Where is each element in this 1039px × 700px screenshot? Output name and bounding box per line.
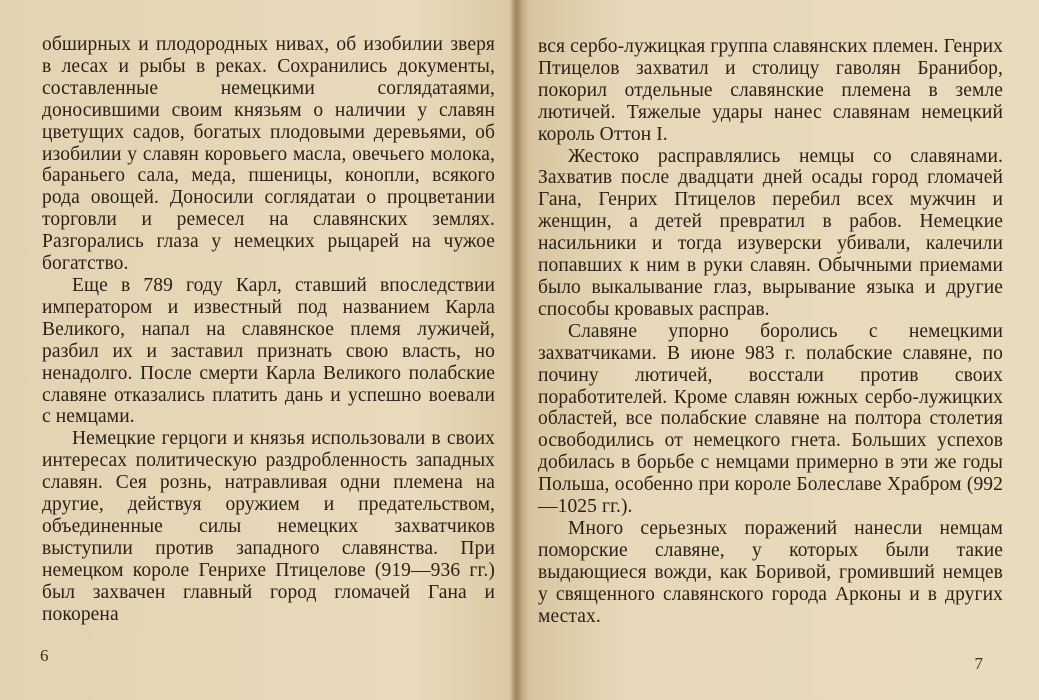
left-paragraph-1: обширных и плодородных нивах, об изобилии зверя в лесах и рыбы в реках. Сохранились документы, составленные немецкими соглядатаями, доносившими своим князьям о наличии у славян цветущих садов, богатых плодовыми деревьями, об изобилии у славян коровьего масла, овечьего молока, бараньего сала, меда, пшеницы, конопли, всякого рода овощей. Доносили соглядатаи о процветании торговли и ремесел на славянских землях. Разгорались глаза у немецких рыцарей на чужое богатство. [42,34,495,275]
left-page-text [42,34,495,625]
left-paragraph-2: Еще в 789 году Карл, ставший впоследствии императором и известный под названием Карла Великого, напал на славянское племя лужичей, разбил их и заставил признать свою власть, но ненадолго. После смерти Карла Великого полабские славяне отказались платить дань и успешно воевали с немцами. [42,274,495,428]
right-page [520,0,1039,700]
right-page-text [538,36,1003,627]
right-paragraph-1: вся сербо-лужицкая группа славянских племен. Генрих Птицелов захватил и столицу гаволян Бранибор, покорил отдельные славянские племена в земле лютичей. Тяжелые удары нанес славянам немецкий король Оттон I. [538,36,1003,145]
left-page [0,0,515,700]
right-paragraph-2: Жестоко расправлялись немцы со славянами. Захватив после двадцати дней осады город гломачей Гана, Генрих Птицелов перебил всех мужчин и женщин, а детей превратил в рабов. Немецкие насильники и тогда изуверски убивали, калечили попавших к ним в руки славян. Обычными приемами было выкалывание глаз, вырывание языка и другие способы кровавых расправ. [538,145,1003,320]
left-page-number: 6 [40,646,49,665]
left-paragraph-3: Немецкие герцоги и князья использовали в своих интересах политическую раздробленность западных славян. Сея рознь, натравливая одни племена на другие, действуя оружием и предательством, объединенные силы немецких захватчиков выступили против западного славянства. При немецком короле Генрихе Птицелове (919—936 гг.) был захвачен главный город гломачей Гана и покорена [42,428,495,625]
right-paragraph-3: Славяне упорно боролись с немецкими захватчиками. В июне 983 г. полабские славяне, по почину лютичей, восстали против своих поработителей. Кроме славян южных сербо-лужицких областей, все полабские славяне на полтора столетия освободились от немецкого гнета. Больших успехов добилась в борьбе с немцами примерно в эти же годы Польша, особенно при короле Болеславе Храбром (992—1025 гг.). [538,320,1003,518]
right-paragraph-4: Много серьезных поражений нанесли немцам поморские славяне, у которых были такие выдающиеся вожди, как Боривой, громивший немцев у священного славянского города Арконы и в других местах. [538,517,1003,627]
right-page-number: 7 [974,654,983,673]
